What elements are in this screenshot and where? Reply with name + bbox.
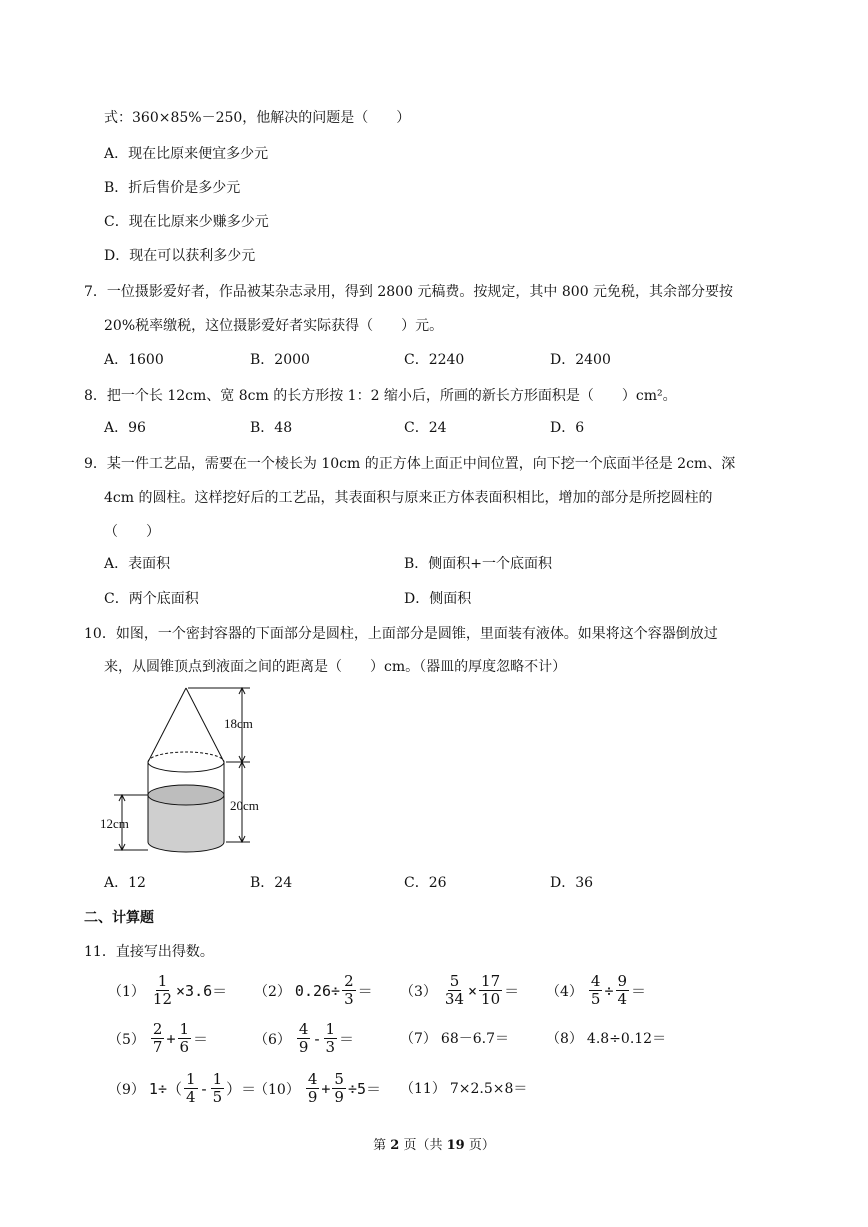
fraction: $\frac{4}{9}$ xyxy=(298,1020,309,1056)
q9-stem-line2: 4cm 的圆柱。这样挖好后的工艺品，其表面积与原来正方体表面积相比，增加的部分是所挖圆柱的 xyxy=(104,490,713,506)
q7-option-c[interactable]: C．2240 xyxy=(404,352,465,368)
fraction: $\frac{5}{9}$ xyxy=(334,1070,344,1106)
total-pages: 19 xyxy=(446,1138,465,1153)
fraction: $\frac{9}{4}$ xyxy=(617,972,628,1008)
q9-stem-line3: （ ） xyxy=(104,524,160,540)
q9-option-b[interactable]: B．侧面积+一个底面积 xyxy=(404,556,553,572)
fraction: $\frac{2}{3}$ xyxy=(344,972,354,1008)
q10-option-b[interactable]: B．24 xyxy=(250,875,293,891)
fraction: $\frac{1}{6}$ xyxy=(179,1020,190,1056)
q7-option-b[interactable]: B．2000 xyxy=(250,352,310,368)
q9-option-c[interactable]: C．两个底面积 xyxy=(104,591,199,607)
q9-stem-line1: 9．某一件工艺品，需要在一个棱长为 10cm 的正方体上面正中间位置，向下挖一个底面半径是 2cm、深 xyxy=(84,456,736,472)
q9-option-d[interactable]: D．侧面积 xyxy=(404,591,472,607)
calc-item-8: （8） 4.8÷0.12＝ xyxy=(546,1031,667,1047)
fraction: $\frac{4}{5}$ xyxy=(590,972,601,1008)
fraction: $\frac{2}{7}$ xyxy=(152,1020,163,1056)
cone-cylinder-figure xyxy=(100,680,290,860)
fraction: $\frac{1}{12}$ xyxy=(152,972,173,1008)
calc-item-3: （3） $\frac{5}{34}$ × $\frac{17}{10}$ ＝ xyxy=(400,972,520,1008)
section-title: 二、计算题 xyxy=(84,910,154,926)
calc-item-5: （5） $\frac{2}{7}$ + $\frac{1}{6}$ ＝ xyxy=(108,1020,209,1056)
figure-label-liquid-height: 12cm xyxy=(100,816,129,831)
calc-item-1: （1） $\frac{1}{12}$ ×3.6＝ xyxy=(108,972,228,1008)
fraction: $\frac{5}{34}$ xyxy=(444,972,465,1008)
q7-option-a[interactable]: A．1600 xyxy=(104,352,164,368)
calc-item-11: （11） 7×2.5×8＝ xyxy=(400,1081,528,1097)
q10-option-d[interactable]: D．36 xyxy=(550,875,594,891)
q6-option-a[interactable]: A．现在比原来便宜多少元 xyxy=(104,146,269,162)
q8-stem: 8．把一个长 12cm、宽 8cm 的长方形按 1：2 缩小后，所画的新长方形面积是（ ）cm²。 xyxy=(84,388,677,404)
q7-stem-line1: 7．一位摄影爱好者，作品被某杂志录用，得到 2800 元稿费。按规定，其中 800 元免税，其余部分要按 xyxy=(84,284,734,300)
q8-option-a[interactable]: A．96 xyxy=(104,420,146,436)
q10-stem-line1: 10．如图，一个密封容器的下面部分是圆柱，上面部分是圆锥，里面装有液体。如果将这个容器倒放过 xyxy=(84,626,718,642)
figure-label-cone-height: 18cm xyxy=(224,716,253,731)
fraction: $\frac{1}{5}$ xyxy=(212,1070,223,1106)
q10-stem-line2: 来，从圆锥顶点到液面之间的距离是（ ）cm。（器皿的厚度忽略不计） xyxy=(104,659,567,675)
q10-option-a[interactable]: A．12 xyxy=(104,875,146,891)
calc-item-4: （4） $\frac{4}{5}$ ÷ $\frac{9}{4}$ ＝ xyxy=(546,972,647,1008)
page-footer: 第 2 页（共 19 页） xyxy=(373,1138,495,1153)
calc-item-6: （6） $\frac{4}{9}$ - $\frac{1}{3}$ ＝ xyxy=(254,1020,355,1056)
fraction: $\frac{4}{9}$ xyxy=(307,1070,318,1106)
q7-stem-line2: 20%税率缴税，这位摄影爱好者实际获得（ ）元。 xyxy=(104,318,444,334)
figure-label-cylinder-height: 20cm xyxy=(230,798,259,813)
q8-option-d[interactable]: D．6 xyxy=(550,420,585,436)
q9-option-a[interactable]: A．表面积 xyxy=(104,556,171,572)
calc-item-7: （7） 68－6.7＝ xyxy=(400,1031,510,1047)
q6-stem-tail: 式：360×85%－250，他解决的问题是（ ） xyxy=(104,110,411,126)
calc-item-2: （2） 0.26÷ $\frac{2}{3}$ ＝ xyxy=(254,972,373,1008)
fraction: $\frac{1}{3}$ xyxy=(325,1020,336,1056)
q10-option-c[interactable]: C．26 xyxy=(404,875,447,891)
page-number: 2 xyxy=(390,1138,400,1153)
q6-option-d[interactable]: D．现在可以获利多少元 xyxy=(104,248,256,264)
q7-option-d[interactable]: D．2400 xyxy=(550,352,611,368)
fraction: $\frac{17}{10}$ xyxy=(481,972,501,1008)
q8-option-c[interactable]: C．24 xyxy=(404,420,447,436)
q11-stem: 11．直接写出得数。 xyxy=(84,944,214,960)
fraction: $\frac{1}{4}$ xyxy=(185,1070,196,1106)
calc-item-9: （9） 1÷（ $\frac{1}{4}$ - $\frac{1}{5}$ ）＝ xyxy=(108,1070,257,1106)
q6-option-b[interactable]: B．折后售价是多少元 xyxy=(104,180,241,196)
calc-item-10: （10） $\frac{4}{9}$ + $\frac{5}{9}$ ÷5＝ xyxy=(254,1070,382,1106)
q6-option-c[interactable]: C．现在比原来少赚多少元 xyxy=(104,214,269,230)
q8-option-b[interactable]: B．48 xyxy=(250,420,293,436)
